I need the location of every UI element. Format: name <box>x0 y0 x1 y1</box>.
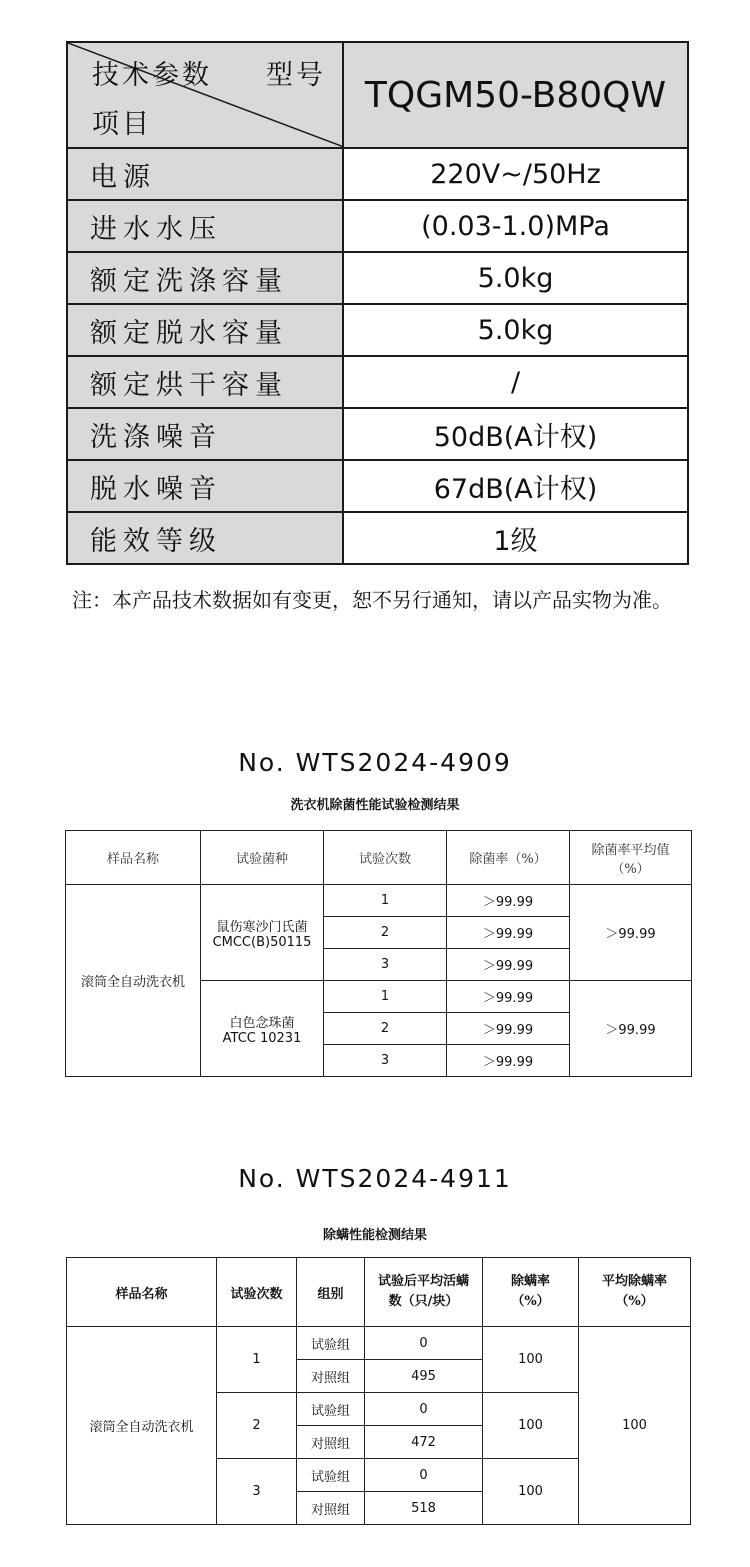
strain-code: CMCC(B)50115 <box>212 934 312 950</box>
run-number: 1 <box>324 981 447 1013</box>
spec-row <box>67 304 688 356</box>
spec-value: 5.0kg <box>343 304 688 356</box>
col-header: 除菌率（%） <box>447 831 570 885</box>
sample-name: 滚筒全自动洗衣机 <box>66 885 201 1077</box>
col-header: 试验后平均活螨数（只/块） <box>365 1258 483 1327</box>
report1-number: No. WTS2024-4909 <box>238 748 512 777</box>
run-rate: ＞99.99 <box>447 885 570 917</box>
mite-count: 518 <box>365 1492 483 1525</box>
spec-value: 50dB(A计权) <box>343 408 688 460</box>
spec-value: 5.0kg <box>343 252 688 304</box>
run-number: 2 <box>324 917 447 949</box>
spec-item-label: 项目 <box>92 109 152 140</box>
strain-cell <box>201 885 324 981</box>
spec-row <box>67 252 688 304</box>
run-number: 2 <box>324 1013 447 1045</box>
table-row <box>67 1327 691 1360</box>
avg-rate: ＞99.99 <box>570 981 692 1077</box>
strain-cell <box>201 981 324 1077</box>
mite-rate: 100 <box>483 1327 579 1393</box>
run-rate: ＞99.99 <box>447 917 570 949</box>
run-number: 1 <box>324 885 447 917</box>
mite-count: 0 <box>365 1327 483 1360</box>
col-header: 样品名称 <box>67 1258 217 1327</box>
mite-count: 495 <box>365 1360 483 1393</box>
spec-corner-cell <box>67 42 343 148</box>
spec-model-value: TQGM50-B80QW <box>343 42 688 148</box>
run-rate: ＞99.99 <box>447 1013 570 1045</box>
spec-label: 进水水压 <box>67 200 343 252</box>
col-header: 除菌率平均值（%） <box>570 831 692 885</box>
report2-subtitle: 除螨性能检测结果 <box>322 1228 427 1243</box>
table-header-row <box>67 1258 691 1327</box>
col-header: 试验次数 <box>217 1258 297 1327</box>
run-number: 2 <box>217 1393 297 1459</box>
group-label: 试验组 <box>297 1459 365 1492</box>
spec-row <box>67 512 688 564</box>
run-rate: ＞99.99 <box>447 949 570 981</box>
group-label: 试验组 <box>297 1327 365 1360</box>
table-header-row <box>66 831 692 885</box>
spec-row <box>67 148 688 200</box>
spec-label: 额定烘干容量 <box>67 356 343 408</box>
strain-code: ATCC 10231 <box>222 1030 302 1046</box>
sterilization-table <box>65 830 692 1077</box>
report2-number: No. WTS2024-4911 <box>238 1164 512 1193</box>
mite-rate: 100 <box>483 1393 579 1459</box>
avg-mite-rate: 100 <box>579 1327 691 1525</box>
run-number: 3 <box>324 1045 447 1077</box>
spec-param-label: 技术参数 <box>92 60 212 91</box>
col-header: 除螨率（%） <box>483 1258 579 1327</box>
col-header: 平均除螨率（%） <box>579 1258 691 1327</box>
spec-row <box>67 200 688 252</box>
spec-row <box>67 356 688 408</box>
run-number: 1 <box>217 1327 297 1393</box>
group-label: 试验组 <box>297 1393 365 1426</box>
spec-table <box>66 41 689 565</box>
spec-label: 额定脱水容量 <box>67 304 343 356</box>
mite-count: 0 <box>365 1459 483 1492</box>
mite-removal-table <box>66 1257 691 1525</box>
spec-label: 额定洗涤容量 <box>67 252 343 304</box>
col-header: 组别 <box>297 1258 365 1327</box>
col-header: 试验次数 <box>324 831 447 885</box>
spec-row <box>67 460 688 512</box>
mite-count: 0 <box>365 1393 483 1426</box>
group-label: 对照组 <box>297 1360 365 1393</box>
spec-value: / <box>343 356 688 408</box>
spec-value: (0.03-1.0)MPa <box>343 200 688 252</box>
run-rate: ＞99.99 <box>447 981 570 1013</box>
run-rate: ＞99.99 <box>447 1045 570 1077</box>
sample-name: 滚筒全自动洗衣机 <box>67 1327 217 1525</box>
mite-count: 472 <box>365 1426 483 1459</box>
spec-value: 220V~/50Hz <box>343 148 688 200</box>
spec-header-row <box>67 42 688 148</box>
mite-rate: 100 <box>483 1459 579 1525</box>
spec-label: 电源 <box>67 148 343 200</box>
col-header: 样品名称 <box>66 831 201 885</box>
run-number: 3 <box>324 949 447 981</box>
spec-value: 1级 <box>343 512 688 564</box>
spec-value: 67dB(A计权) <box>343 460 688 512</box>
group-label: 对照组 <box>297 1492 365 1525</box>
spec-label: 洗涤噪音 <box>67 408 343 460</box>
spec-row <box>67 408 688 460</box>
spec-note: 注：本产品技术数据如有变更，恕不另行通知，请以产品实物为准。 <box>72 588 672 612</box>
avg-rate: ＞99.99 <box>570 885 692 981</box>
col-header: 试验菌种 <box>201 831 324 885</box>
strain-name: 鼠伤寒沙门氏菌 <box>216 919 308 935</box>
strain-name: 白色念珠菌 <box>229 1015 295 1031</box>
report1-subtitle: 洗衣机除菌性能试验检测结果 <box>290 798 460 813</box>
group-label: 对照组 <box>297 1426 365 1459</box>
spec-label: 脱水噪音 <box>67 460 343 512</box>
table-row <box>66 885 692 917</box>
spec-model-label: 型号 <box>266 60 326 91</box>
run-number: 3 <box>217 1459 297 1525</box>
spec-label: 能效等级 <box>67 512 343 564</box>
